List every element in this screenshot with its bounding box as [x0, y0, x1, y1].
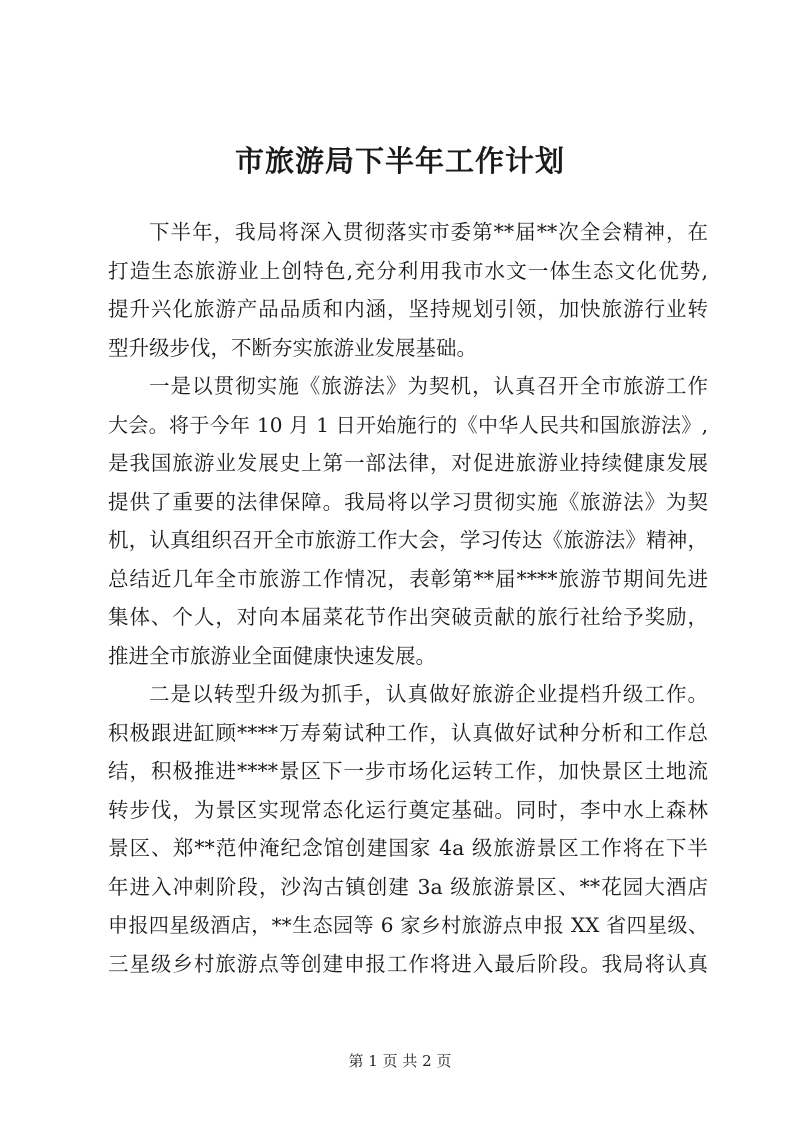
page-footer: 第 1 页 共 2 页	[348, 1052, 452, 1070]
paragraph-line: 推进全市旅游业全面健康快速发展。	[108, 643, 436, 668]
paragraph-line: 型升级步伐，不断夯实旅游业发展基础。	[108, 335, 477, 360]
paragraph-line: 总结近几年全市旅游工作情况，表彰第**届****旅游节期间先进	[108, 566, 708, 591]
paragraph-line: 大会。将于今年 10 月 1 日开始施行的《中华人民共和国旅游法》,	[108, 412, 708, 437]
paragraph-line: 提升兴化旅游产品品质和内涵，坚持规划引领，加快旅游行业转	[108, 297, 708, 321]
document-body	[108, 213, 708, 983]
paragraph-line: 集体、个人，对向本届菜花节作出突破贡献的旅行社给予奖励，	[108, 605, 708, 629]
paragraph-line: 下半年，我局将深入贯彻落实市委第**届**次全会精神，在	[149, 220, 708, 244]
paragraph-line: 积极跟进缸顾****万寿菊试种工作，认真做好试种分析和工作总	[108, 720, 708, 745]
paragraph-line: 转步伐，为景区实现常态化运行奠定基础。同时，李中水上森林	[108, 797, 708, 822]
paragraph-line: 机，认真组织召开全市旅游工作大会，学习传达《旅游法》精神，	[108, 528, 708, 552]
paragraph-line: 申报四星级酒店，**生态园等 6 家乡村旅游点申报 XX 省四星级、	[108, 913, 708, 937]
paragraph-line: 结，积极推进****景区下一步市场化运转工作，加快景区土地流	[108, 759, 708, 783]
document-title: 市旅游局下半年工作计划	[234, 144, 565, 178]
paragraph-line: 是我国旅游业发展史上第一部法律，对促进旅游业持续健康发展	[108, 451, 708, 475]
paragraph-line: 二是以转型升级为抓手，认真做好旅游企业提档升级工作。	[149, 682, 708, 706]
paragraph-line: 三星级乡村旅游点等创建申报工作将进入最后阶段。我局将认真	[108, 951, 708, 976]
paragraph-line: 提供了重要的法律保障。我局将以学习贯彻实施《旅游法》为契	[108, 489, 708, 514]
paragraph-line: 一是以贯彻实施《旅游法》为契机，认真召开全市旅游工作	[149, 374, 708, 398]
paragraph-line: 景区、郑**范仲淹纪念馆创建国家 4a 级旅游景区工作将在下半	[108, 836, 708, 860]
paragraph-line: 打造生态旅游业上创特色,充分利用我市水文一体生态文化优势,	[108, 258, 708, 283]
paragraph-line: 年进入冲刺阶段，沙沟古镇创建 3a 级旅游景区、**花园大酒店	[108, 874, 708, 899]
